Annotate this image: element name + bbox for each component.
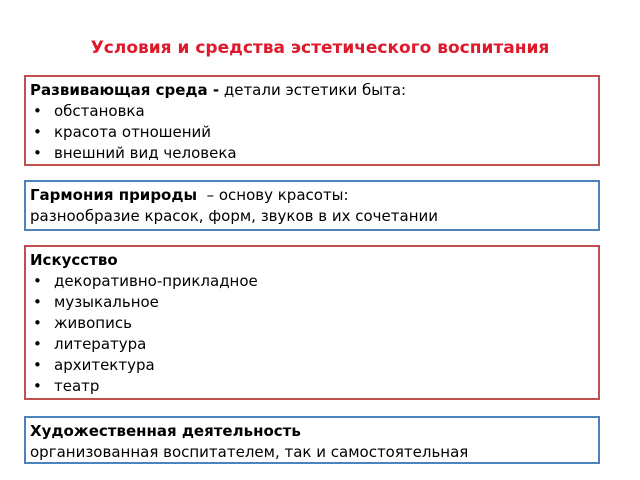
bullet-icon: • — [33, 335, 42, 353]
nature-harmony-block — [24, 180, 600, 231]
list-item: • литература — [33, 335, 147, 353]
list-item: • декоративно-прикладное — [33, 272, 258, 290]
bullet-list — [30, 271, 594, 397]
art-block — [24, 245, 600, 400]
bullet-icon: • — [33, 377, 42, 395]
block-heading-line — [30, 80, 594, 101]
bullet-icon: • — [33, 144, 42, 162]
block-heading: Развивающая среда - — [30, 81, 220, 99]
block-text: детали эстетики быта: — [219, 81, 407, 99]
bullet-icon: • — [33, 356, 42, 374]
list-item: • красота отношений — [33, 123, 212, 141]
block-text-line: разнообразие красок, форм, звуков в их сочетании — [30, 207, 438, 225]
bullet-icon: • — [33, 272, 42, 290]
list-item: • живопись — [33, 314, 132, 332]
block-heading: Гармония природы — [30, 186, 198, 204]
list-item: • музыкальное — [33, 293, 159, 311]
developing-environment-block — [24, 75, 600, 166]
block-text-line: организованная воспитателем, так и самостоятельная — [30, 443, 469, 461]
bullet-list — [30, 101, 594, 164]
slide-title: Условия и средства эстетического воспитания — [90, 38, 550, 58]
bullet-icon: • — [33, 314, 42, 332]
block-heading: Художественная деятельность — [30, 422, 301, 440]
list-item: • внешний вид человека — [33, 144, 237, 162]
bullet-icon: • — [33, 123, 42, 141]
list-item: • обстановка — [33, 102, 145, 120]
art-activity-block — [24, 416, 600, 464]
bullet-icon: • — [33, 102, 42, 120]
block-text: – основу красоты: — [197, 186, 349, 204]
block-heading-line — [30, 185, 594, 206]
bullet-icon: • — [33, 293, 42, 311]
list-item: • театр — [33, 377, 100, 395]
list-item: • архитектура — [33, 356, 155, 374]
block-heading: Искусство — [30, 251, 118, 269]
